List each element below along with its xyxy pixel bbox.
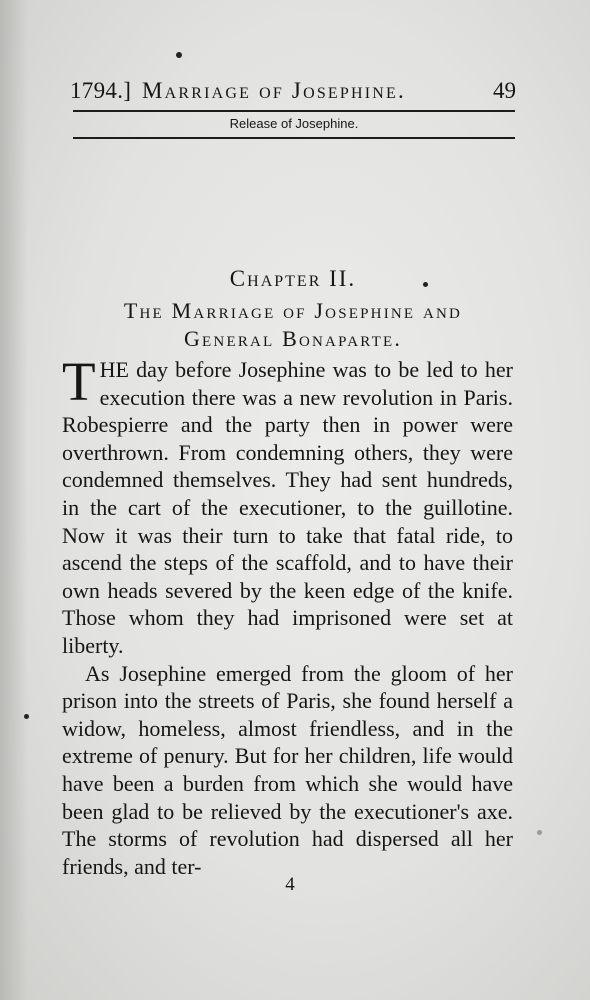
header-rule-top	[73, 110, 515, 112]
header-rule-bottom	[73, 137, 515, 139]
paragraph-text: As Josephine emerged from the gloom of her prison into the streets of Paris, she found herself a widow, homeless, almost friendless, and in the extreme of penury. But for her children, life would have been a burden from which she would have been glad to be relieved by the executioner's axe. The storms of revolution had dispersed all her friends, and ter-	[62, 660, 513, 879]
body-text	[62, 351, 513, 880]
running-head-year: 1794.]	[70, 78, 132, 103]
ink-speck	[24, 714, 29, 719]
paragraph-text: HE day before Josephine was to be led to her execution there was a new revolution in Paris. Robespierre and the party then in power were overthrown. From condemning others, they were condemned themselves. They had sent hundreds, in the cart of the executioner, to the guillotine. Now it was their turn to take that fatal ride, to ascend the steps of the scaffold, and to have their own heads severed by the keen edge of the knife. Those whom they had imprisoned were set at liberty.	[62, 357, 513, 658]
running-head-title: Marriage of Josephine.	[142, 78, 406, 103]
section-subheading: Release of Josephine.	[229, 116, 359, 131]
drop-cap: T	[62, 351, 96, 412]
chapter-number: Chapter II.	[229, 266, 357, 291]
page-gutter-shadow	[0, 0, 28, 1000]
signature-mark: 4	[285, 874, 295, 895]
ink-speck	[176, 52, 182, 58]
paragraph	[62, 351, 513, 660]
paragraph	[62, 660, 513, 881]
chapter-title-line-2: General Bonaparte.	[183, 326, 403, 351]
ink-speck	[537, 830, 542, 835]
page-number: 49	[493, 78, 516, 103]
running-head	[70, 70, 516, 110]
chapter-title-line-1: The Marriage of Josephine and	[123, 298, 463, 323]
